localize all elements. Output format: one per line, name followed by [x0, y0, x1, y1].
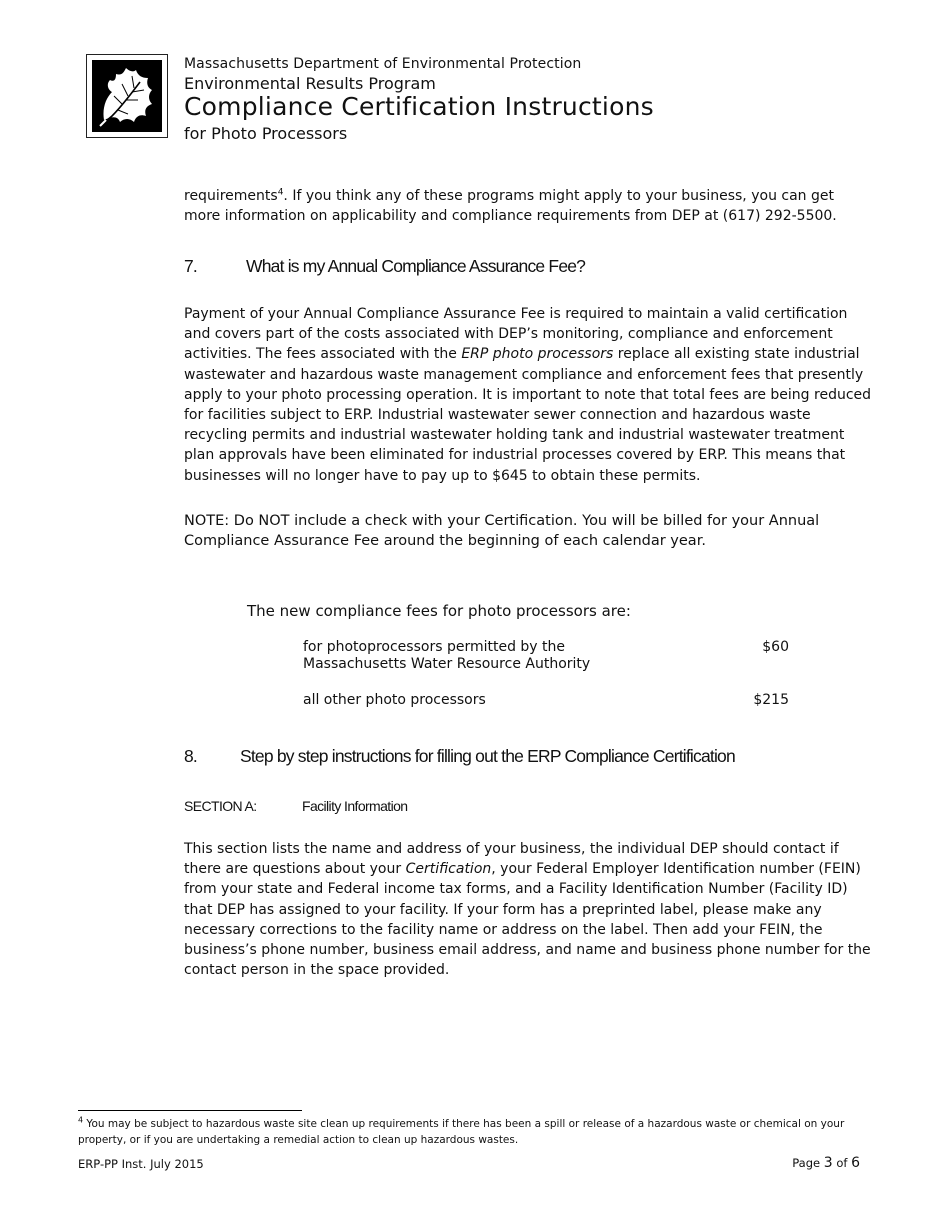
section-a-label: SECTION A:: [184, 798, 257, 814]
footnote-ref: 4: [277, 187, 284, 198]
fee-row-label: all other photo processors: [303, 692, 486, 708]
page-subtitle: for Photo Processors: [184, 124, 348, 143]
section-7-title: What is my Annual Compliance Assurance Fee?: [246, 256, 586, 276]
section-7-number: 7.: [184, 256, 197, 276]
dep-logo: [86, 54, 168, 138]
section-8-number: 8.: [184, 746, 197, 766]
fee-paragraph: Payment of your Annual Compliance Assurance Fee is required to maintain a valid certification and covers part of the costs associated with DEP’s monitoring, compliance and enforcement activities. The fees associated with the ERP photo processors replace all existing state industrial wastewater and hazardous waste management compliance and enforcement fees that presently apply to your photo processing operation. It is important to note that total fees are being reduced for facilities subject to ERP. Industrial wastewater sewer connection and hazardous waste recycling permits and industrial wastewater holding tank and industrial wastewater treatment plan approvals have been eliminated for industrial processes covered by ERP. This means that businesses will no longer have to pay up to $645 to obtain these permits.: [184, 306, 872, 484]
section-a-name: Facility Information: [302, 798, 408, 814]
fees-intro: The new compliance fees for photo processors are:: [247, 602, 631, 620]
footnote-divider: [78, 1110, 302, 1111]
oak-leaf-icon: [92, 60, 162, 132]
facility-info-paragraph: This section lists the name and address of your business, the individual DEP should contact if there are questions about your Certification, your Federal Employer Identification number (FEIN) from your state and Federal income tax forms, and a Facility Identification Number (Facility ID) that DEP has assigned to your facility. If your form has a preprinted label, please make any necessary corrections to the facility name or address on the label. Then add your FEIN, the business’s phone number, business email address, and name and business phone number for the contact person in the space provided.: [184, 841, 871, 979]
document-id: ERP-PP Inst. July 2015: [78, 1157, 204, 1171]
program-name: Environmental Results Program: [184, 74, 436, 93]
agency-name: Massachusetts Department of Environmental Protection: [184, 56, 582, 72]
section-8-title: Step by step instructions for filling out the ERP Compliance Certification: [240, 746, 735, 766]
section-8-heading: [184, 746, 735, 767]
page-number: Page 3 of 6: [792, 1155, 860, 1171]
fee-row-amount: $60: [762, 639, 789, 655]
section-7-heading: [184, 256, 586, 277]
footnote: $^4$ You may be subject to hazardous waste site clean up requirements if there has been a spill or release of a hazardous waste or chemical on your property, or if you are undertaking a remedial action to clean up hazardous wastes.: [78, 1115, 845, 1146]
page-title: Compliance Certification Instructions: [184, 92, 654, 121]
billing-note: NOTE: Do NOT include a check with your Certification. You will be billed for your Annual Compliance Assurance Fee around the beginning of each calendar year.: [184, 513, 820, 549]
fee-row-amount: $215: [753, 692, 789, 708]
fee-row-label: for photoprocessors permitted by the Massachusetts Water Resource Authority: [303, 639, 591, 672]
intro-paragraph: requirements$^4$. If you think any of these programs might apply to your business, you can get more information on applicability and compliance requirements from DEP at (617) 292-5500.: [184, 187, 837, 225]
